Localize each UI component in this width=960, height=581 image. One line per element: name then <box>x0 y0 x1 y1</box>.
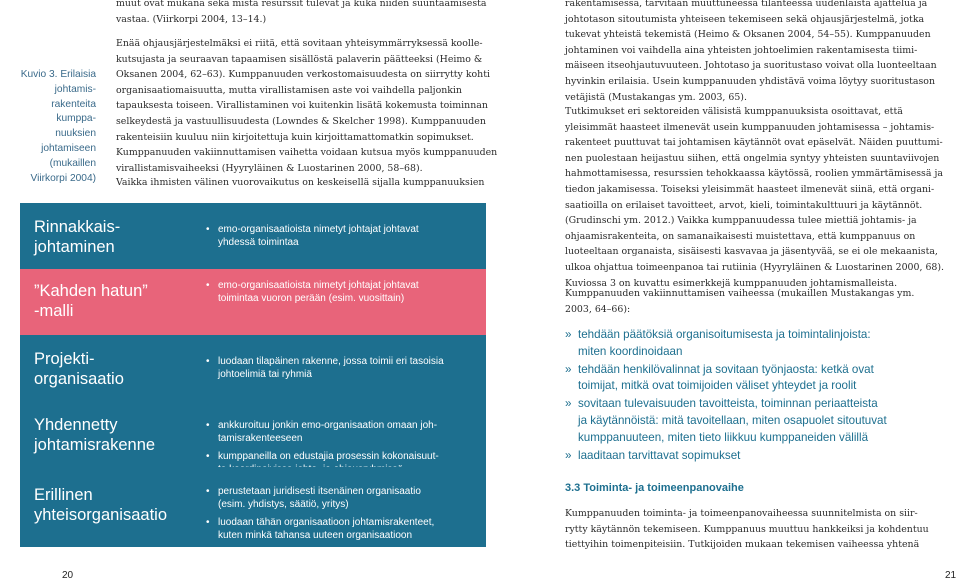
caption-line: rakenteita <box>51 98 96 110</box>
list-item-line: tehdään henkilövalinnat ja sovitaan työnjaosta: ketkä ovat <box>578 362 874 376</box>
text-line: ulkoa ohjattua toimeenpanoa tai rutiinia (Hyyryläinen & Luostarinen 2000, 68). <box>565 261 945 273</box>
text-line: tapauksesta toiseen. Virallistaminen voi kuitenkin lisätä kokemusta toiminnan <box>116 100 488 112</box>
middle-paragraph-1 <box>116 36 498 176</box>
text-line: Kumppanuuden vakiinnuttamisen vaiheessa (mukaillen Mustakangas ym. <box>565 288 915 299</box>
text-line: Vaikka ihmisten välinen vuorovaikutus on keskeisellä sijalla kumppanuuksien <box>116 177 485 188</box>
text-line: Tutkimukset eri sektoreiden välisistä kumppanuuksista osoittavat, että <box>565 106 903 117</box>
text-line: muut ovat mukana sekä mistä resurssit tulevat ja kuka niiden suuntaamisesta <box>116 0 487 9</box>
list-item-line: miten koordinoidaan <box>578 344 683 358</box>
text-line: tiedon jakamisessa. Toiseksi yleisimmät haasteet ilmenevät siinä, että organi- <box>565 183 935 195</box>
list-item-line: tehdään päätöksiä organisoitumisesta ja toimintalinjoista: <box>578 328 871 341</box>
caption-line: Kuvio 3. Erilaisia <box>20 69 96 80</box>
band-title-line: johtaminen <box>34 238 115 256</box>
text-line: vetäjistä (Mustakangas ym. 2003, 65). <box>565 91 747 103</box>
band-bullet-item <box>206 419 439 445</box>
phase-list <box>565 327 887 465</box>
bullet-text-line: toimintaa vuoron perään (esim. vuosittain) <box>218 293 405 304</box>
band-items <box>206 223 419 254</box>
bullet-text-line: • luodaan tähän organisaatioon johtamisrakenteet, <box>218 517 435 528</box>
list-item <box>565 396 887 446</box>
text-line: johtotason sitoutumista yhteiseen tekemiseen sekä ohjausjärjestelmä, jotka <box>565 13 925 25</box>
caption-line: Viirkorpi 2004) <box>30 172 96 184</box>
text-line: Oksanen 2004, 62–63). Kumppanuuden verkostomaisuudesta on siirrytty kohti <box>116 69 490 81</box>
section-heading: 3.3 Toiminta- ja toimeenpanovaihe <box>565 482 744 494</box>
text-line: luoteeltaan organaista, sisäisesti kasvavaa ja jäsentyvää, se ei ole mekaanista, <box>565 246 938 258</box>
band-title <box>34 281 148 321</box>
band-items <box>206 355 444 386</box>
band-bullet-item <box>206 223 419 249</box>
band-projektiorganisaatio <box>20 335 486 401</box>
band-title <box>34 485 167 525</box>
band-title <box>34 349 124 389</box>
right-paragraph-1 <box>565 0 937 105</box>
list-item-line: ja käytännöistä: mitä tavoitellaan, miten osapuolet sitoutuvat <box>578 413 887 427</box>
text-line: rytty käytännön tekemiseen. Kumppanuus muuttuu hankkeiksi ja kohdentuu <box>565 523 929 535</box>
band-title <box>34 415 155 455</box>
bullet-text-line: • ankkuroituu jonkin emo-organisaation omaan joh- <box>218 420 438 431</box>
text-line: johtaminen voi vaihdella aina yhteisten johtoelimien rakentamisesta tiimi- <box>565 44 918 56</box>
right-paragraph-2 <box>565 104 944 291</box>
bullet-text-line: • perustetaan juridisesti itsenäinen organisaatio <box>218 486 421 497</box>
right-paragraph-3 <box>565 286 914 317</box>
list-item <box>565 327 887 361</box>
bullet-text-line: • kumppaneilla on edustajia prosessin kokonaisuut- <box>218 451 439 462</box>
text-line: Kumppanuuden vakiinnuttamisen vaihetta voidaan kutsua myös kumppanuuden <box>116 147 498 159</box>
text-line: 2003, 64–66): <box>565 303 631 315</box>
list-item <box>565 362 887 396</box>
list-item-line: sovitaan tulevaisuuden tavoitteista, toiminnan periaatteista <box>578 397 878 411</box>
band-items <box>206 485 434 547</box>
band-title-line: johtamisrakenne <box>34 436 156 454</box>
band-title-line: Erillinen <box>34 486 93 504</box>
text-line: rakenteet puuttuvat tai johtamisen käytännöt ovat epäselvät. Näiden puuttumi- <box>565 137 943 149</box>
caption-line: johtamis- <box>54 83 96 95</box>
band-erillinen-yhteisorganisaatio <box>20 467 486 547</box>
text-line: Kumppanuuden toiminta- ja toimeenpanovaiheessa suunnitelmista on siir- <box>565 508 918 519</box>
band-bullet-item <box>206 355 444 381</box>
caption-line: kumppa- <box>56 113 96 125</box>
band-title-line: yhteisorganisaatio <box>34 506 167 524</box>
band-bullet-item <box>206 279 419 305</box>
right-paragraph-4 <box>565 506 929 553</box>
text-line: kutsujasta ja seuraavan tapaamisen sisällöstä palaverin päätteeksi (Heimo & <box>116 53 483 65</box>
page-number-right: 21 <box>945 570 957 581</box>
middle-paragraph-2 <box>116 175 485 191</box>
list-item-line: toimijat, mitkä ovat toimijoiden väliset yhteydet ja roolit <box>578 379 857 393</box>
bullet-text-line: (esim. yhdistys, säätiö, yritys) <box>218 499 349 510</box>
text-line: saatioilla on erilaiset tavoitteet, arvot, kieli, toimintakulttuuri ja käytännöt. <box>565 199 923 211</box>
bullet-text-line: johtoelimiä tai ryhmiä <box>218 369 312 380</box>
text-line: organisaatiomaisuutta, mutta virallistamisen aste voi vaihdella paljonkin <box>116 84 462 96</box>
list-item-line: kumppanuuteen, miten tieto liikkuu kumppaneiden välillä <box>578 430 869 444</box>
text-line: (Grudinschi ym. 2012.) Vaikka kumppanuudessa tulee miettiä johtamis- ja <box>565 215 917 227</box>
band-title-line: organisaatio <box>34 370 124 388</box>
text-line: rakentamisessa, tarvitaan muuttuneessa tilanteessa uudenlaista ajattelua ja <box>565 0 928 9</box>
list-item-line: laaditaan tarvittavat sopimukset <box>578 448 741 462</box>
band-kahden-hatun-malli <box>20 269 486 335</box>
text-line: rakenteisiin kuuluu niin kirjoitettuja kuin kirjoittamattomatkin sopimukset. <box>116 131 474 143</box>
text-line: vastaa. (Viirkorpi 2004, 13–14.) <box>116 13 267 25</box>
bullet-text-line: • emo-organisaatioista nimetyt johtajat johtavat <box>218 224 419 235</box>
band-title-line: -malli <box>34 302 74 320</box>
text-line: tukevat yhteistä tekemistä (Heimo & Oksanen 2004, 54–55). Kumppanuuden <box>565 29 931 41</box>
band-rinnakkaisjohtaminen <box>20 203 486 269</box>
bullet-text-line: • emo-organisaatioista nimetyt johtajat johtavat <box>218 280 419 291</box>
caption-line: nuuksien <box>55 128 96 140</box>
band-yhdennetty-johtamisrakenne <box>20 401 486 467</box>
list-marker: » <box>565 362 572 376</box>
middle-top-paragraph <box>116 0 487 27</box>
list-marker: » <box>565 448 572 462</box>
bullet-text-line: kuten minkä tahansa uuteen organisaatioon <box>218 530 413 541</box>
text-line: ohjaamisrakenteita, on samanaikaisesti muistettava, että kumppanuus on <box>565 230 916 242</box>
caption-line: (mukaillen <box>49 157 96 169</box>
figure-caption <box>18 68 96 186</box>
bullet-text-line: tamisrakenteeseen <box>218 433 303 444</box>
text-line: hyvinkin erilaisia. Usein kumppanuuden yhdistävä voima löytyy suoritustason <box>565 75 935 87</box>
band-title-line: Rinnakkais- <box>34 218 121 236</box>
band-items <box>206 279 419 310</box>
band-title-line: Projekti- <box>34 350 95 368</box>
text-line: hahmottamisessa, resurssien tehokkaassa käytössä, roolien ymmärtämisessä ja <box>565 168 943 180</box>
text-line: Kuviossa 3 on kuvattu esimerkkejä kumppanuuden johtamismalleista. <box>565 277 898 289</box>
text-line: nen puolestaan heijastuu siihen, että ongelmia syntyy yhteisten suuntaviivojen <box>565 152 940 164</box>
band-bullet-item <box>206 485 434 511</box>
band-title <box>34 217 120 257</box>
text-line: mäiseen itseohjautuvuuteen. Johtotaso ja suoritustaso voivat olla luonteeltaan <box>565 60 937 72</box>
text-line: yleisimmät haasteet ilmenevät usein kumppanuuden johtamisessa – johtamis- <box>565 121 935 133</box>
text-line: selkeydestä ja vastuullisuudesta (Lowndes & Skelcher 1998). Kumppanuuden <box>116 115 486 127</box>
band-title-line: ”Kahden hatun” <box>34 282 148 300</box>
bullet-text-line: yhdessä toimintaa <box>218 237 299 248</box>
text-line: virallistamisvaiheeksi (Hyyryläinen & Luostarinen 2000, 58–68). <box>116 162 423 174</box>
text-line: Enää ohjausjärjestelmäksi ei riitä, että sovitaan yhteisymmärryksessä koolle- <box>116 38 483 49</box>
page-number-left: 20 <box>62 570 74 581</box>
list-marker: » <box>565 328 572 341</box>
band-title-line: Yhdennetty <box>34 416 118 434</box>
band-bullet-item <box>206 516 434 542</box>
list-marker: » <box>565 397 572 411</box>
bullet-text-line: • luodaan tilapäinen rakenne, jossa toimii eri tasoisia <box>218 356 444 367</box>
text-line: tiettyihin toimenpiteisiin. Tutkijoiden mukaan tekemisen vaiheessa yhtenä <box>565 539 920 551</box>
list-item <box>565 448 887 465</box>
caption-line: johtamiseen <box>41 142 96 154</box>
